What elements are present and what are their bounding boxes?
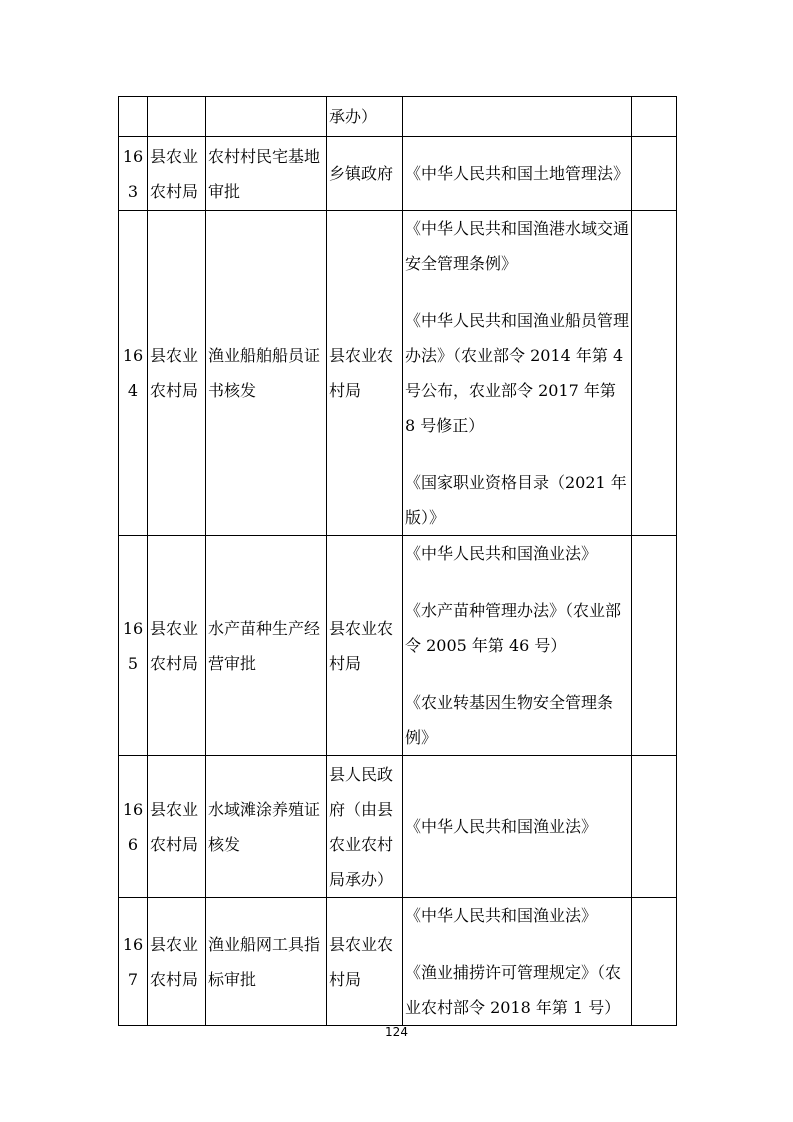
law-text: 《农业转基因生物安全管理条例》 bbox=[405, 693, 614, 747]
table-row bbox=[119, 211, 677, 536]
law-text: 《渔业捕捞许可管理规定》（农业农村部令 2018 年第 1 号） bbox=[405, 963, 622, 1017]
authority-cell: 县农业农村局 bbox=[327, 536, 403, 756]
department-cell bbox=[148, 97, 206, 137]
authority-cell: 县农业农村局 bbox=[327, 211, 403, 536]
legal-basis-cell bbox=[403, 536, 632, 756]
item-name-cell: 农村村民宅基地审批 bbox=[206, 137, 327, 211]
row-number: 165 bbox=[119, 536, 148, 756]
note-cell bbox=[632, 137, 677, 211]
law-text: 《中华人民共和国渔业法》 bbox=[405, 906, 598, 925]
authority-cell: 县农业农村局 bbox=[327, 898, 403, 1026]
department-cell: 县农业农村局 bbox=[148, 211, 206, 536]
department-cell: 县农业农村局 bbox=[148, 536, 206, 756]
note-cell bbox=[632, 898, 677, 1026]
legal-basis-cell bbox=[403, 756, 632, 898]
item-name-cell: 水产苗种生产经营审批 bbox=[206, 536, 327, 756]
row-number: 167 bbox=[119, 898, 148, 1026]
row-number: 166 bbox=[119, 756, 148, 898]
law-text: 《中华人民共和国渔业船员管理办法》（农业部令 2014 年第 4 号公布，农业部令 2017 年第 8 号修正） bbox=[405, 311, 630, 435]
authority-cell: 乡镇政府 bbox=[327, 137, 403, 211]
department-cell: 县农业农村局 bbox=[148, 898, 206, 1026]
table-row bbox=[119, 137, 677, 211]
row-number: 163 bbox=[119, 137, 148, 211]
legal-basis-cell bbox=[403, 97, 632, 137]
item-name-cell: 渔业船舶船员证书核发 bbox=[206, 211, 327, 536]
table-row bbox=[119, 898, 677, 1026]
note-cell bbox=[632, 536, 677, 756]
authority-cell: 县人民政府（由县农业农村局承办） bbox=[327, 756, 403, 898]
authority-cell: 承办） bbox=[327, 97, 403, 137]
law-text: 《国家职业资格目录（2021 年版）》 bbox=[405, 473, 627, 527]
table-row bbox=[119, 97, 677, 137]
row-number: 164 bbox=[119, 211, 148, 536]
note-cell bbox=[632, 97, 677, 137]
table-row bbox=[119, 536, 677, 756]
legal-basis-cell bbox=[403, 898, 632, 1026]
legal-basis-cell bbox=[403, 137, 632, 211]
table-row bbox=[119, 756, 677, 898]
legal-basis-cell bbox=[403, 211, 632, 536]
law-text: 《中华人民共和国渔业法》 bbox=[405, 544, 598, 563]
note-cell bbox=[632, 211, 677, 536]
approval-items-table bbox=[118, 96, 677, 1026]
item-name-cell: 渔业船网工具指标审批 bbox=[206, 898, 327, 1026]
note-cell bbox=[632, 756, 677, 898]
law-text: 《水产苗种管理办法》（农业部令 2005 年第 46 号） bbox=[405, 601, 622, 655]
department-cell: 县农业农村局 bbox=[148, 756, 206, 898]
page-number: 124 bbox=[385, 1025, 408, 1039]
row-number bbox=[119, 97, 148, 137]
item-name-cell: 水域滩涂养殖证核发 bbox=[206, 756, 327, 898]
department-cell: 县农业农村局 bbox=[148, 137, 206, 211]
law-text: 《中华人民共和国土地管理法》 bbox=[405, 164, 630, 183]
law-text: 《中华人民共和国渔港水域交通安全管理条例》 bbox=[405, 219, 630, 273]
law-text: 《中华人民共和国渔业法》 bbox=[405, 817, 598, 836]
item-name-cell bbox=[206, 97, 327, 137]
